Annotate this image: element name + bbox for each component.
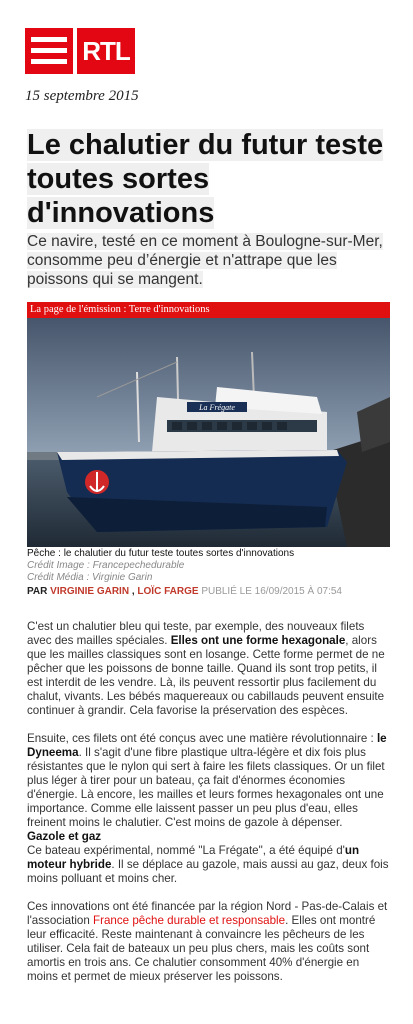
association-link[interactable]: France pêche durable et responsable	[93, 914, 286, 927]
author-link-1[interactable]: VIRGINIE GARIN	[50, 586, 130, 597]
p3-bold: un moteur hybride	[27, 844, 360, 871]
hamburger-icon[interactable]	[25, 28, 73, 74]
published-date: PUBLIÉ LE 16/09/2015 À 07:54	[201, 586, 342, 597]
article-date: 15 septembre 2015	[25, 88, 139, 104]
author-link-2[interactable]: LOÏC FARGE	[137, 586, 199, 597]
article-title	[27, 128, 397, 230]
p2-text-a: Ensuite, ces filets ont été conçus avec une matière révolutionnaire :	[27, 732, 377, 745]
photo-caption	[27, 548, 392, 584]
p4-text-c: . Elles ont montré leur efficacité. Reste maintenant à convaincre les pêcheurs de les utiliser. Cela fait de bateaux un peu plus chers, mais les coûts sont amortis en trois ans. Ce chalutier consomment 40% d'énergie en moins et permet de mieux préserver les poissons.	[27, 914, 376, 983]
byline	[27, 585, 397, 598]
p1-text-a: C'est un chalutier bleu qui teste, par exemple, des nouveaux filets avec des mailles spéciales.	[27, 620, 365, 647]
rtl-logo[interactable]: RTL	[77, 28, 135, 74]
p3-text-c: . Il se déplace au gazole, mais aussi au gaz, deux fois moins polluant et moins cher.	[27, 858, 389, 885]
caption-text: Pêche : le chalutier du futur teste toutes sortes d'innovations	[27, 548, 295, 559]
p3-text-a: Ce bateau expérimental, nommé "La Frégate", a été équipé d'	[27, 844, 345, 857]
subheading-gazole: Gazole et gaz	[27, 830, 102, 843]
article-title-text: Le chalutier du futur teste toutes sortes d'innovations	[27, 129, 384, 229]
article-photo	[27, 302, 390, 547]
boat-name-label: La Frégate	[199, 403, 235, 412]
paragraph-2	[27, 732, 389, 830]
emission-link[interactable]: La page de l'émission : Terre d'innovations	[27, 302, 390, 318]
p1-text-c: , alors que les mailles classiques sont en losange. Cette forme permet de ne pêcher que les poissons de bonne taille. Quand ils sont trop petits, il est interdit de les vendre. Là, ils peuvent ressortir plus facilement du chalut, vivants. Les bébés maquereaux ou cabillauds peuvent ensuite continuer à grandir. Cela favorise la préservation des espèces.	[27, 634, 385, 717]
article-body	[27, 620, 389, 998]
credit-media: Crédit Média : Virginie Garin	[27, 572, 153, 583]
byline-separator: ,	[131, 586, 135, 597]
paragraph-4	[27, 900, 389, 984]
credit-image: Crédit Image : Francepechedurable	[27, 560, 185, 571]
paragraph-1	[27, 620, 389, 718]
article-lead	[27, 232, 399, 289]
site-header	[25, 28, 135, 74]
paragraph-3	[27, 830, 389, 886]
p4-text-a: Ces innovations ont été financée par la région Nord - Pas-de-Calais et l'association	[27, 900, 388, 927]
article-lead-text: Ce navire, testé en ce moment à Boulogne-sur-Mer, consomme peu d’énergie et n'attrape que les poissons qui se mangent.	[27, 233, 383, 288]
p2-text-c: . Il s'agit d'une fibre plastique ultra-légère et dix fois plus résistantes que le nylon qui sert à faire les filets classiques. Or un filet plus léger à tirer pour un bateau, ça fait d'énormes économies d'énergie. Là encore, les mailles et leurs formes hexagonales ont une importance. Comme elle laissent passer un peu plus d'eau, elles freinent moins le chalutier. C'est moins de gazole à dépenser.	[27, 746, 385, 829]
p2-bold: le Dyneema	[27, 732, 387, 759]
p1-bold: Elles ont une forme hexagonale	[170, 634, 346, 647]
byline-par: PAR	[27, 586, 48, 597]
trawler-photo	[27, 302, 390, 547]
